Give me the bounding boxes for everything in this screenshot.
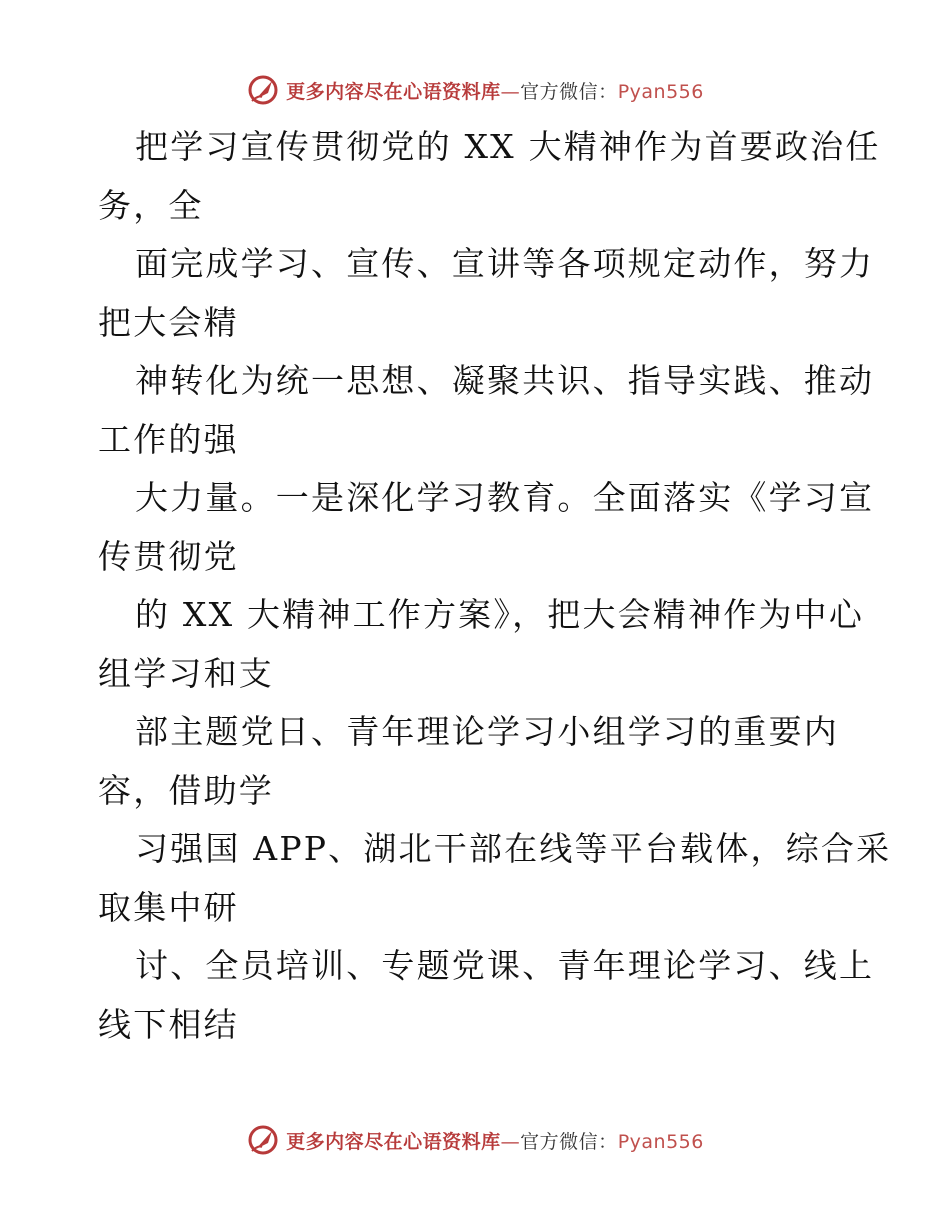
body-line: 讨、全员培训、专题党课、青年理论学习、线上: [135, 946, 875, 985]
watermark-text: [286, 77, 704, 104]
body-line: 传贯彻党: [98, 536, 239, 576]
red-quill-circle-icon: [246, 1123, 280, 1157]
body-line: 组学习和支: [98, 653, 274, 693]
body-line: 把大会精: [98, 302, 239, 342]
watermark-wechat-id: Pyan556: [617, 80, 704, 103]
body-line: 的 XX 大精神工作方案》，把大会精神作为中心: [135, 595, 865, 634]
watermark-dash: —: [500, 1130, 521, 1153]
body-line: 线下相结: [98, 1004, 239, 1044]
watermark-brand: 更多内容尽在心语资料库: [286, 1130, 501, 1153]
watermark-wechat-label: 官方微信：: [520, 1130, 618, 1153]
body-line: 把学习宣传贯彻党的 XX 大精神作为首要政治任: [135, 127, 881, 166]
footer-watermark: [0, 1120, 950, 1160]
watermark-wechat-label: 官方微信：: [520, 80, 618, 103]
watermark-brand: 更多内容尽在心语资料库: [286, 80, 501, 103]
body-line: 大力量。一是深化学习教育。全面落实《学习宣: [135, 478, 875, 517]
header-watermark: [0, 70, 950, 110]
watermark-text: [286, 1127, 704, 1154]
body-line: 神转化为统一思想、凝聚共识、指导实践、推动: [135, 361, 875, 400]
body-line: 习强国 APP、湖北干部在线等平台载体，综合采: [135, 829, 892, 868]
body-line: 工作的强: [98, 419, 239, 459]
watermark-dash: —: [500, 80, 521, 103]
body-line: 部主题党日、青年理论学习小组学习的重要内: [135, 712, 839, 751]
body-line: 容，借助学: [98, 770, 274, 810]
body-line: 面完成学习、宣传、宣讲等各项规定动作，努力: [135, 244, 875, 283]
document-body: [98, 118, 892, 1054]
body-line: 取集中研: [98, 887, 239, 927]
watermark-wechat-id: Pyan556: [617, 1130, 704, 1153]
red-quill-circle-icon: [246, 73, 280, 107]
body-line: 务，全: [98, 185, 204, 225]
